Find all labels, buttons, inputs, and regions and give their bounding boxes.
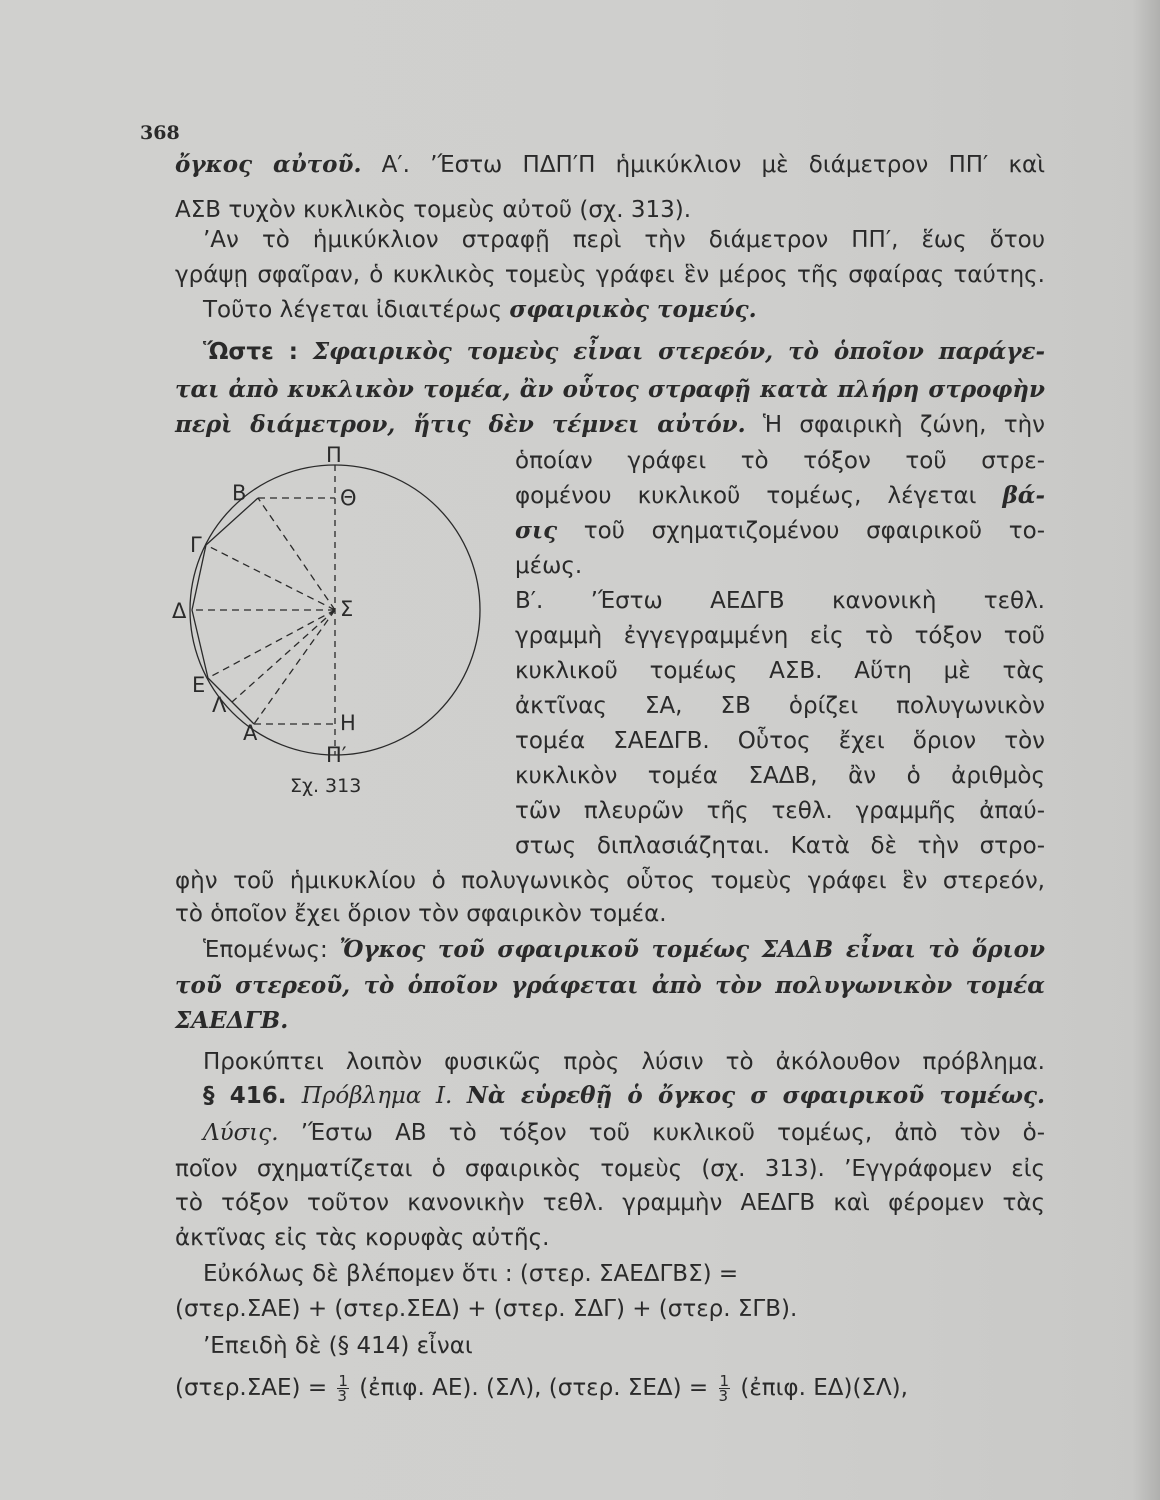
text-line: ’Αν τὸ ἡμικύκλιον στραφῇ περὶ τὴν διάμετρον ΠΠ′, ἕως ὅτου	[203, 227, 1045, 253]
text-line: Προκύπτει λοιπὸν φυσικῶς πρὸς λύσιν τὸ ἀκόλουθον πρόβλημα.	[203, 1049, 1045, 1075]
label-pi: Π	[326, 443, 342, 467]
text-line: ποῖον σχηματίζεται ὁ σφαιρικὸς τομεὺς (σχ. 313). ’Εγγράφομεν εἰς	[175, 1156, 1045, 1182]
text-line	[175, 1118, 1045, 1148]
label-epsilon: Ε	[192, 673, 206, 697]
text-emphasis: σφαιρικὸς τομεύς.	[509, 296, 757, 323]
text-run: (ἐπιφ. ΕΔ)(ΣΛ),	[733, 1375, 908, 1401]
text-line: μέως.	[515, 553, 583, 579]
text-run: Α′. ’Έστω ΠΔΠ′Π ἡμικύκλιον μὲ διάμετρον ΠΠ′ καὶ	[361, 152, 1045, 178]
text-line: τοῦ στερεοῦ, τὸ ὁποῖον γράφεται ἀπὸ τὸν πολυγωνικὸν τομέα	[175, 972, 1045, 999]
text-line	[515, 516, 1045, 546]
figure-radius-sl	[232, 610, 335, 702]
text-run: Ἡ σφαιρικὴ ζώνη, τὴν	[745, 412, 1045, 438]
text-line	[175, 935, 1045, 965]
text-run: τοῦ σχηματιζομένου σφαιρικοῦ το-	[557, 518, 1045, 544]
text-emphasis: Ὄγκος τοῦ σφαιρικοῦ τομέως ΣΑΔΒ εἶναι τὸ ὅριον	[339, 936, 1045, 963]
figure-radius-sb	[258, 498, 335, 610]
text-line	[515, 481, 1045, 511]
fraction-denominator: 3	[337, 1387, 347, 1405]
page-edge-shadow	[1132, 0, 1160, 1500]
text-line: ται ἀπὸ κυκλικὸν τομέα, ἂν οὗτος στραφῇ κατὰ πλήρη στροφὴν	[175, 376, 1045, 403]
fraction-numerator: 1	[719, 1372, 730, 1390]
label-beta: Β	[232, 481, 247, 505]
text-line: ἀκτῖνας ΣΑ, ΣΒ ὁρίζει πολυγωνικὸν	[515, 693, 1045, 719]
text-emphasis: Νὰ εὑρεθῇ ὁ ὄγκος σ σφαιρικοῦ τομέως.	[466, 1082, 1046, 1109]
label-eta: Η	[340, 711, 356, 735]
sector-figure	[170, 440, 490, 770]
text-line: φὴν τοῦ ἡμικυκλίου ὁ πολυγωνικὸς οὗτος τομεὺς γράφει ἓν στερεόν,	[175, 868, 1045, 894]
text-run: (στερ.ΣΑΕ) =	[175, 1375, 335, 1401]
text-run: Τοῦτο λέγεται ἰδιαιτέρως	[203, 297, 510, 323]
text-line: ΑΣΒ τυχὸν κυκλικὸς τομεὺς αὐτοῦ (σχ. 313).	[175, 197, 692, 223]
text-line: γραμμὴ ἐγγεγραμμένη εἰς τὸ τόξον τοῦ	[515, 623, 1045, 649]
label-sigma: Σ	[340, 597, 354, 621]
text-line: γράψῃ σφαῖραν, ὁ κυκλικὸς τομεὺς γράφει ἓν μέρος τῆς σφαίρας ταύτης.	[175, 262, 1045, 288]
figure-radius-sg	[206, 545, 335, 610]
fraction	[337, 1374, 349, 1403]
figure-radius-se	[208, 610, 335, 678]
text-line	[175, 1081, 1045, 1111]
text-run: (ἐπιφ. ΑΕ). (ΣΛ), (στερ. ΣΕΔ) =	[351, 1375, 716, 1401]
text-emphasis: περὶ διάμετρον, ἥτις δὲν τέμνει αὐτόν.	[175, 411, 746, 438]
text-run: Ἑπομένως:	[203, 937, 340, 963]
text-run: φομένου κυκλικοῦ τομέως, λέγεται	[515, 483, 1003, 509]
text-line: ’Επειδὴ δὲ (§ 414) εἶναι	[203, 1333, 473, 1359]
text-run: Ὥστε :	[203, 339, 313, 365]
text-line: ὁποίαν γράφει τὸ τόξον τοῦ στρε-	[515, 448, 1045, 474]
solution-label: Λύσις.	[203, 1120, 279, 1146]
text-line: στως διπλασιάζηται. Κατὰ δὲ τὴν στρο-	[515, 833, 1045, 859]
text-run: ’Έστω ΑΒ τὸ τόξον τοῦ κυκλικοῦ τομέως, ἀπὸ τὸν ὁ-	[278, 1120, 1045, 1146]
text-line	[175, 337, 1045, 367]
text-emphasis: βά-	[1002, 482, 1045, 509]
label-gamma: Γ	[190, 533, 202, 557]
text-line: Εὐκόλως δὲ βλέπομεν ὅτι : (στερ. ΣΑΕΔΓΒΣ) =	[203, 1261, 739, 1287]
text-line: τῶν πλευρῶν τῆς τεθλ. γραμμῆς ἀπαύ-	[515, 798, 1045, 824]
text-line: τὸ τόξον τοῦτον κανονικὴν τεθλ. γραμμὴν ΑΕΔΓΒ καὶ φέρομεν τὰς	[175, 1190, 1045, 1216]
text-line: (στερ.ΣΑΕ) + (στερ.ΣΕΔ) + (στερ. ΣΔΓ) + (στερ. ΣΓΒ).	[175, 1296, 798, 1322]
problem-label: Πρόβλημα Ι.	[301, 1083, 467, 1109]
fraction	[719, 1374, 731, 1403]
text-line: Β′. ’Έστω ΑΕΔΓΒ κανονικὴ τεθλ.	[515, 588, 1045, 614]
text-line	[175, 295, 1045, 325]
text-line: κυκλικὸν τομέα ΣΑΔΒ, ἂν ὁ ἀριθμὸς	[515, 763, 1045, 789]
text-line	[175, 410, 1045, 440]
text-emphasis: ὄγκος αὐτοῦ.	[175, 151, 362, 178]
fraction-numerator: 1	[338, 1372, 348, 1390]
label-theta: Θ	[340, 486, 357, 510]
figure-caption: Σχ. 313	[290, 775, 362, 797]
page-number: 368	[140, 122, 180, 144]
text-line	[175, 150, 1045, 180]
text-line: τομέα ΣΑΕΔΓΒ. Οὗτος ἔχει ὅριον τὸν	[515, 728, 1045, 754]
label-delta: Δ	[172, 599, 187, 623]
label-alpha: Α	[243, 721, 258, 745]
text-line: ΣΑΕΔΓΒ.	[175, 1007, 289, 1034]
text-emphasis: Σφαιρικὸς τομεὺς εἶναι στερεόν, τὸ ὁποῖον παράγε-	[312, 338, 1045, 365]
text-line: κυκλικοῦ τομέως ΑΣΒ. Αὕτη μὲ τὰς	[515, 658, 1045, 684]
section-number: § 416.	[203, 1083, 302, 1109]
fraction-denominator: 3	[718, 1387, 729, 1405]
label-pi-prime: Π′	[326, 743, 347, 767]
text-line: τὸ ὁποῖον ἔχει ὅριον τὸν σφαιρικὸν τομέα.	[175, 901, 667, 927]
figure-radius-sa	[254, 610, 335, 724]
text-line: ἀκτῖνας εἰς τὰς κορυφὰς αὐτῆς.	[175, 1225, 550, 1251]
formula-line	[175, 1373, 1045, 1403]
label-lambda: Λ	[212, 693, 227, 717]
text-emphasis: σις	[515, 517, 558, 544]
